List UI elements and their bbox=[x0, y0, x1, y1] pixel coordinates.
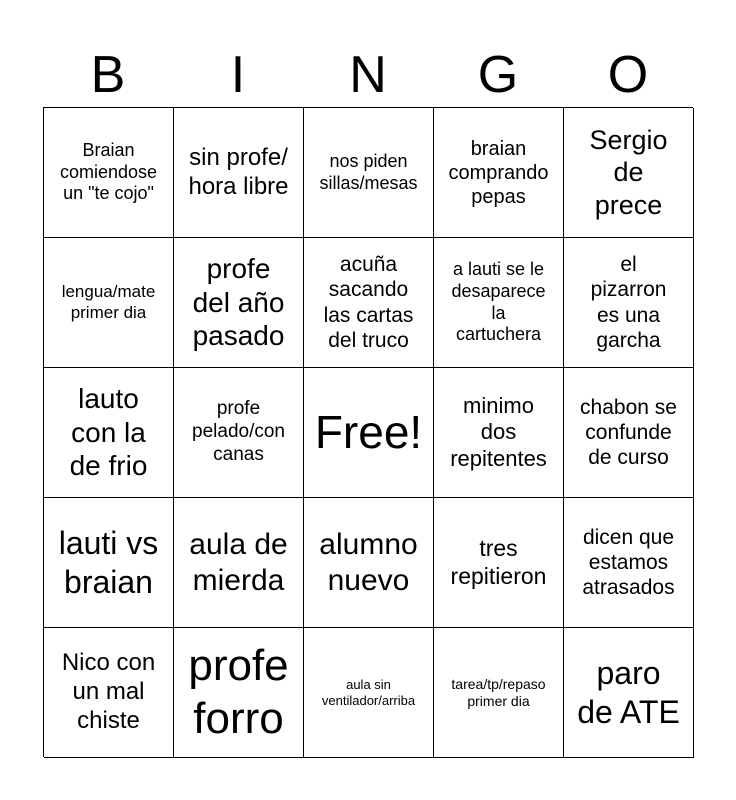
bingo-header bbox=[43, 40, 693, 110]
cell-text: nos piden sillas/mesas bbox=[319, 150, 418, 193]
header-letter-g: G bbox=[477, 46, 519, 104]
bingo-cell[interactable] bbox=[434, 238, 564, 368]
cell-text: el pizarron es una garcha bbox=[590, 253, 667, 352]
bingo-cell[interactable] bbox=[434, 628, 564, 758]
header-letter-o: O bbox=[607, 46, 649, 104]
cell-text: paro de ATE bbox=[577, 655, 680, 730]
bingo-cell[interactable] bbox=[564, 108, 694, 238]
header-letter-b: B bbox=[90, 46, 126, 104]
cell-text: Sergio de prece bbox=[589, 124, 668, 220]
bingo-cell[interactable] bbox=[564, 368, 694, 498]
cell-text: aula sin ventilador/arriba bbox=[321, 676, 416, 708]
bingo-cell[interactable] bbox=[304, 108, 434, 238]
bingo-cell[interactable] bbox=[564, 498, 694, 628]
cell-text: braian comprando pepas bbox=[448, 137, 549, 208]
cell-text: tarea/tp/repaso primer dia bbox=[451, 675, 546, 709]
cell-text: alumno nuevo bbox=[319, 527, 418, 597]
bingo-cell[interactable] bbox=[564, 238, 694, 368]
bingo-grid bbox=[43, 107, 693, 757]
cell-text: lauti vs braian bbox=[58, 525, 159, 600]
header-letter-n: N bbox=[349, 46, 387, 104]
cell-text: Braian comiendose un "te cojo" bbox=[59, 140, 158, 204]
bingo-cell[interactable] bbox=[44, 498, 174, 628]
bingo-cell[interactable] bbox=[174, 108, 304, 238]
bingo-cell[interactable] bbox=[44, 628, 174, 758]
bingo-cell[interactable] bbox=[174, 238, 304, 368]
bingo-cell[interactable] bbox=[564, 628, 694, 758]
bingo-cell[interactable] bbox=[434, 108, 564, 238]
cell-text: sin profe/ hora libre bbox=[188, 143, 289, 200]
cell-text: lauto con la de frio bbox=[69, 383, 148, 482]
cell-text: acuña sacando las cartas del truco bbox=[323, 253, 414, 352]
bingo-cell[interactable] bbox=[174, 368, 304, 498]
cell-text: profe pelado/con canas bbox=[192, 398, 285, 465]
bingo-cell[interactable] bbox=[44, 238, 174, 368]
bingo-cell[interactable] bbox=[174, 628, 304, 758]
bingo-cell[interactable] bbox=[44, 368, 174, 498]
cell-text: lengua/mate primer dia bbox=[61, 282, 156, 322]
bingo-cell-free[interactable] bbox=[304, 368, 434, 498]
bingo-cell[interactable] bbox=[434, 498, 564, 628]
free-space-text: Free! bbox=[314, 405, 423, 458]
bingo-cell[interactable] bbox=[304, 498, 434, 628]
bingo-cell[interactable] bbox=[434, 368, 564, 498]
cell-text: chabon se confunde de curso bbox=[580, 395, 677, 470]
header-letter-i: I bbox=[230, 46, 246, 104]
cell-text: Nico con un mal chiste bbox=[61, 649, 156, 734]
cell-text: aula de mierda bbox=[189, 527, 288, 597]
bingo-cell[interactable] bbox=[44, 108, 174, 238]
cell-text: tres repitieron bbox=[450, 534, 547, 589]
cell-text: profe del año pasado bbox=[192, 253, 285, 352]
bingo-cell[interactable] bbox=[174, 498, 304, 628]
cell-text: profe forro bbox=[188, 640, 289, 743]
cell-text: minimo dos repitentes bbox=[450, 392, 547, 471]
cell-text: dicen que estamos atrasados bbox=[582, 525, 675, 600]
bingo-cell[interactable] bbox=[304, 238, 434, 368]
cell-text: a lauti se le desaparece la cartuchera bbox=[451, 259, 546, 345]
bingo-cell[interactable] bbox=[304, 628, 434, 758]
